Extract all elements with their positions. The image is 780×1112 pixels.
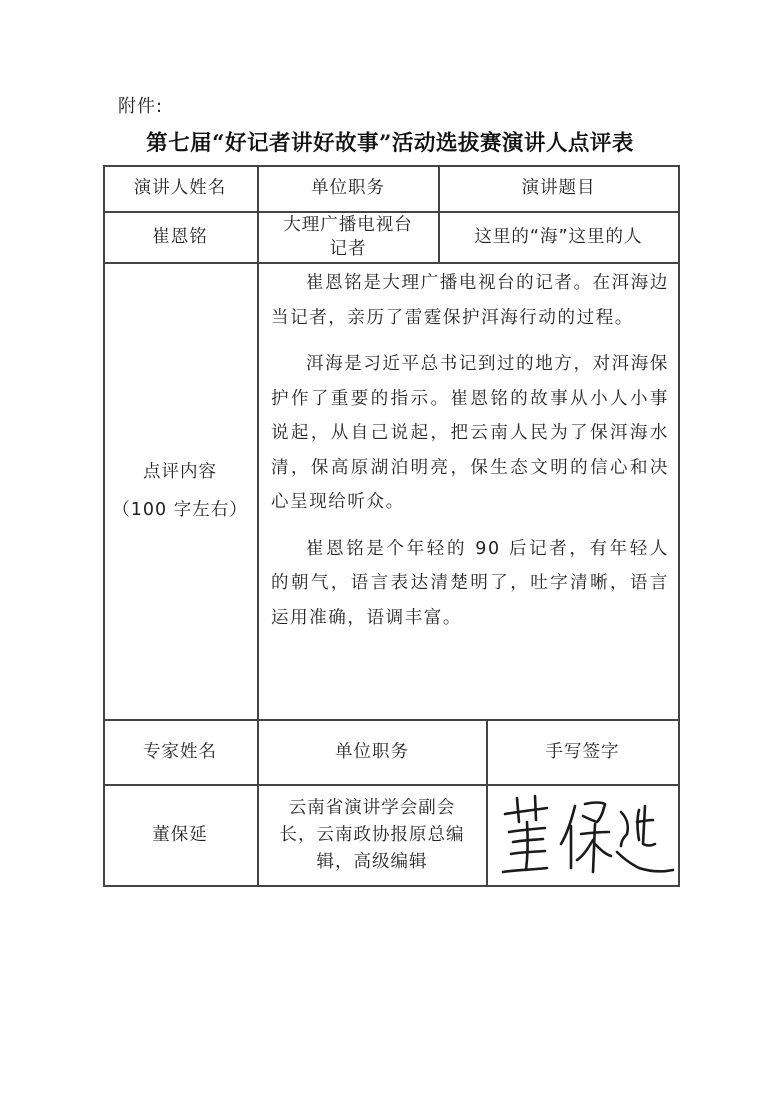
comment-paragraph: 崔恩铭是个年轻的 90 后记者，有年轻人的朝气，语言表达清楚明了，吐字清晰，语言运用准确，语调丰富。 [271, 538, 669, 628]
evaluation-form [103, 165, 680, 887]
header-expert-unit: 单位职务 [335, 742, 409, 762]
comment-paragraph: 洱海是习近平总书记到过的地方，对洱海保护作了重要的指示。崔恩铭的故事从小人小事说起，从自己说起，把云南人民为了保洱海水清，保高原湖泊明亮，保生态文明的信心和决心呈现给听众。 [271, 354, 669, 512]
speaker-name: 崔恩铭 [152, 227, 208, 247]
speech-topic: 这里的“海”这里的人 [474, 227, 643, 247]
expert-unit [258, 785, 486, 885]
expert-unit-line1: 云南省演讲学会副会 [288, 797, 456, 818]
speaker-unit [258, 212, 438, 262]
expert-unit-line3: 辑，高级编辑 [316, 851, 428, 872]
comment-label-note: （100 字左右） [112, 500, 248, 520]
expert-name: 董保延 [152, 825, 208, 845]
header-speech-topic: 演讲题目 [521, 178, 596, 198]
header-signature: 手写签字 [545, 742, 620, 762]
rule-right [678, 165, 680, 887]
comment-label [103, 263, 257, 719]
speaker-unit-line1: 大理广播电视台 [283, 215, 413, 235]
handwritten-signature [489, 788, 679, 886]
form-title: 第七届“好记者讲好故事”活动选拔赛演讲人点评表 [146, 131, 634, 156]
header-unit-position: 单位职务 [311, 178, 385, 198]
speaker-unit-line2: 记者 [329, 239, 367, 259]
comment-paragraph: 崔恩铭是大理广播电视台的记者。在洱海边当记者，亲历了雷霆保护洱海行动的过程。 [271, 273, 669, 328]
header-expert-name: 专家姓名 [143, 742, 217, 762]
header-speaker-name: 演讲人姓名 [133, 178, 227, 198]
attachment-label: 附件: [118, 96, 164, 117]
comment-label-title: 点评内容 [143, 462, 217, 482]
expert-unit-line2: 长，云南政协报原总编 [279, 824, 465, 845]
comment-content [271, 266, 669, 647]
